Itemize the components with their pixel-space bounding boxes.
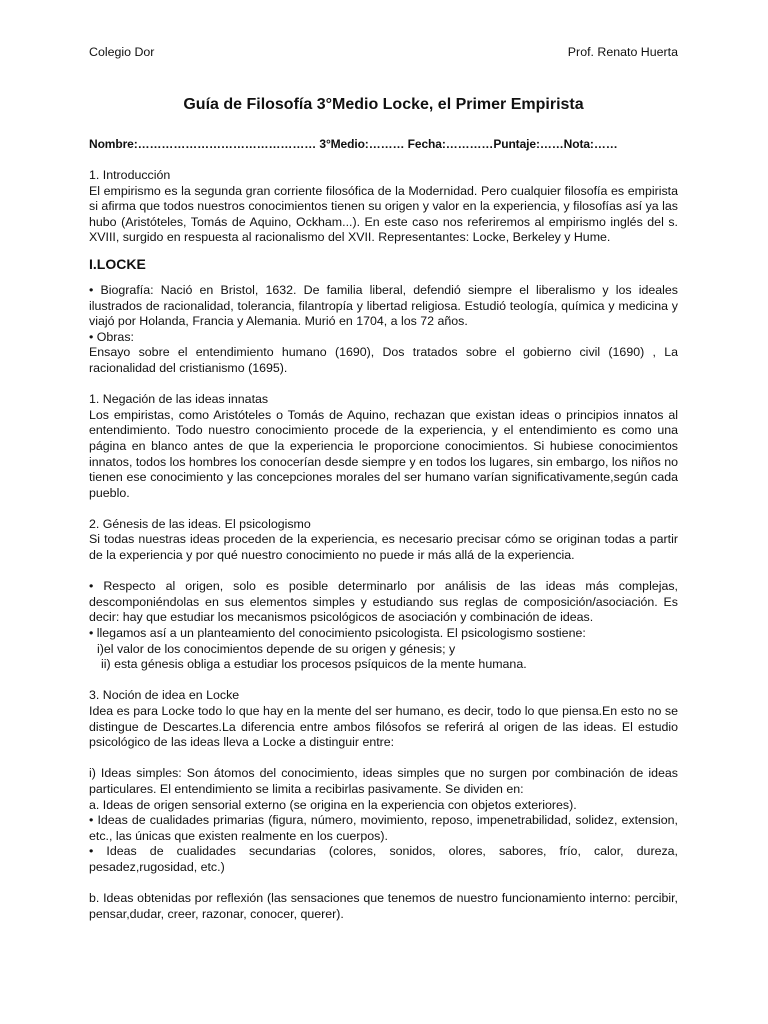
obras-text: Ensayo sobre el entendimiento humano (1690), Dos tratados sobre el gobierno civil (1690) , La racionalidad del cristianismo (1695). xyxy=(89,345,678,375)
ideas-reflexion-text: b. Ideas obtenidas por reflexión (las sensaciones que tenemos de nuestro funcionamiento interno: percibir, pensar,dudar, creer, razonar, conocer, querer). xyxy=(89,891,678,921)
genesis-sub-ii: ii) esta génesis obliga a estudiar los procesos psíquicos de la mente humana. xyxy=(101,657,527,672)
nocion-heading: 3. Noción de idea en Locke xyxy=(89,688,240,703)
genesis-bullet-origen: • Respecto al origen, solo es posible determinarlo por análisis de las ideas más complejas, descomponiéndolas en sus elementos simples y estudiando sus reglas de composición/asociación. Es decir: hay que estudiar los mecanismos psicológicos de asociación y combinación de ideas. xyxy=(89,579,678,625)
locke-heading: I.LOCKE xyxy=(89,255,146,272)
nocion-text: Idea es para Locke todo lo que hay en la mente del ser humano, es decir, todo lo que piensa.En esto no se distingue de Descartes.La diferencia entre ambos filósofos se referirá al origen de las ideas. El estudio psicológico de las ideas lleva a Locke a distinguir entre: xyxy=(89,704,678,750)
cualidades-secundarias-text: • Ideas de cualidades secundarias (colores, sonidos, olores, sabores, frío, calor, dureza, pesadez,rugosidad, etc.) xyxy=(89,844,678,874)
negacion-text: Los empiristas, como Aristóteles o Tomás de Aquino, rechazan que existan ideas o principios innatos al entendimiento. Todo nuestro conocimiento procede de la experiencia, y el entendimiento es como una página en blanco antes de que la experiencia le proporcione conocimientos. Si hubiese conocimientos innatos, todos los hombres los conocerían desde siempre y en todos los lugares, sin embargo, los niños no tienen ese conocimiento y las concepciones morales del ser humano varían significativamente,según cada pueblo. xyxy=(89,407,678,500)
ideas-sensoriales-text: a. Ideas de origen sensorial externo (se origina en la experiencia con objetos exteriores). xyxy=(89,797,577,812)
negacion-heading: 1. Negación de las ideas innatas xyxy=(89,392,269,407)
document-body xyxy=(89,168,678,922)
genesis-bullet-psicologismo: • llegamos así a un planteamiento del conocimiento psicologista. El psicologismo sostiene: xyxy=(89,626,586,641)
ideas-simples-text: i) Ideas simples: Son átomos del conocimiento, ideas simples que no surgen por combinación de ideas particulares. El entendimiento se limita a recibirlas pasivamente. Se dividen en: xyxy=(89,766,678,796)
obras-label: • Obras: xyxy=(89,329,134,344)
page-header xyxy=(89,45,678,61)
teacher-name: Prof. Renato Huerta xyxy=(567,45,678,59)
genesis-sub-i: i)el valor de los conocimientos depende de su origen y génesis; y xyxy=(97,641,456,656)
intro-text: El empirismo es la segunda gran corriente filosófica de la Modernidad. Pero cualquier filosofía es empirista si afirma que todos nuestros conocimientos tienen su origen y valor en la experiencia, y filosofías así ya las hubo (Aristóteles, Tomás de Aquino, Ockham...). En este caso nos referiremos al empirismo inglés del s. XVIII, surgido en respuesta al racionalismo del XVII. Representantes: Locke, Berkeley y Hume. xyxy=(89,183,678,245)
biografia-text: • Biografía: Nació en Bristol, 1632. De familia liberal, defendió siempre el liberalismo y los ideales ilustrados de racionalidad, tolerancia, filantropía y libertad religiosa. Estudió teología, química y medicina y viajó por Holanda, Francia y Alemania. Murió en 1704, a los 72 años. xyxy=(89,282,678,329)
intro-heading: 1. Introducción xyxy=(89,168,171,182)
genesis-text: Si todas nuestras ideas proceden de la experiencia, es necesario precisar cómo se originan todas a partir de la experiencia y por qué nuestro conocimiento no puede ir más allá de la experiencia. xyxy=(89,532,678,563)
document-title: Guía de Filosofía 3°Medio Locke, el Primer Empirista xyxy=(183,96,584,113)
cualidades-primarias-text: • Ideas de cualidades primarias (figura, número, movimiento, reposo, impenetrabilidad, solidez, extension, etc., las únicas que existen realmente en los cuerpos). xyxy=(89,813,678,843)
student-info-line: Nombre:……………………………………… 3°Medio:……… Fecha:…………Puntaje:……Nota:…… xyxy=(89,137,618,151)
school-name: Colegio Dor xyxy=(89,45,155,59)
genesis-heading: 2. Génesis de las ideas. El psicologismo xyxy=(89,516,311,531)
